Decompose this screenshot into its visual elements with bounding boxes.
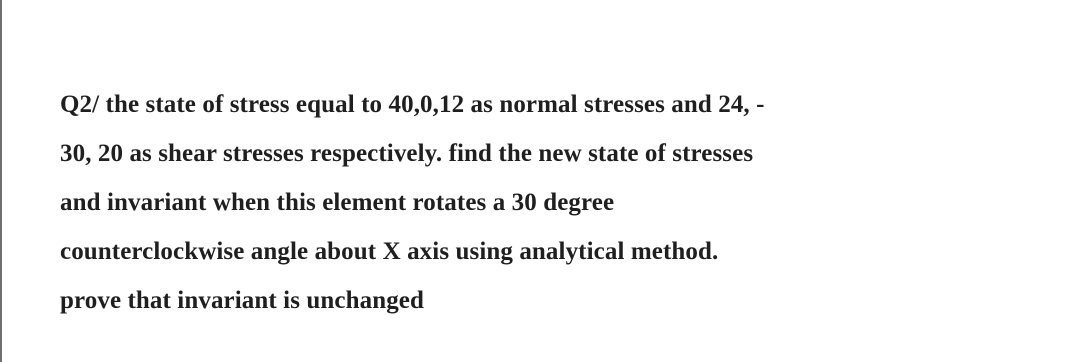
question-text — [60, 80, 1060, 325]
question-line-4: counterclockwise angle about X axis using analytical method. — [60, 238, 719, 265]
question-line-5: prove that invariant is unchanged — [60, 287, 425, 314]
question-line-1: Q2/ the state of stress equal to 40,0,12 as normal stresses and 24, - — [60, 91, 765, 118]
question-line-2: 30, 20 as shear stresses respectively. find the new state of stresses — [60, 140, 754, 167]
question-line-3: and invariant when this element rotates a 30 degree — [60, 189, 615, 216]
